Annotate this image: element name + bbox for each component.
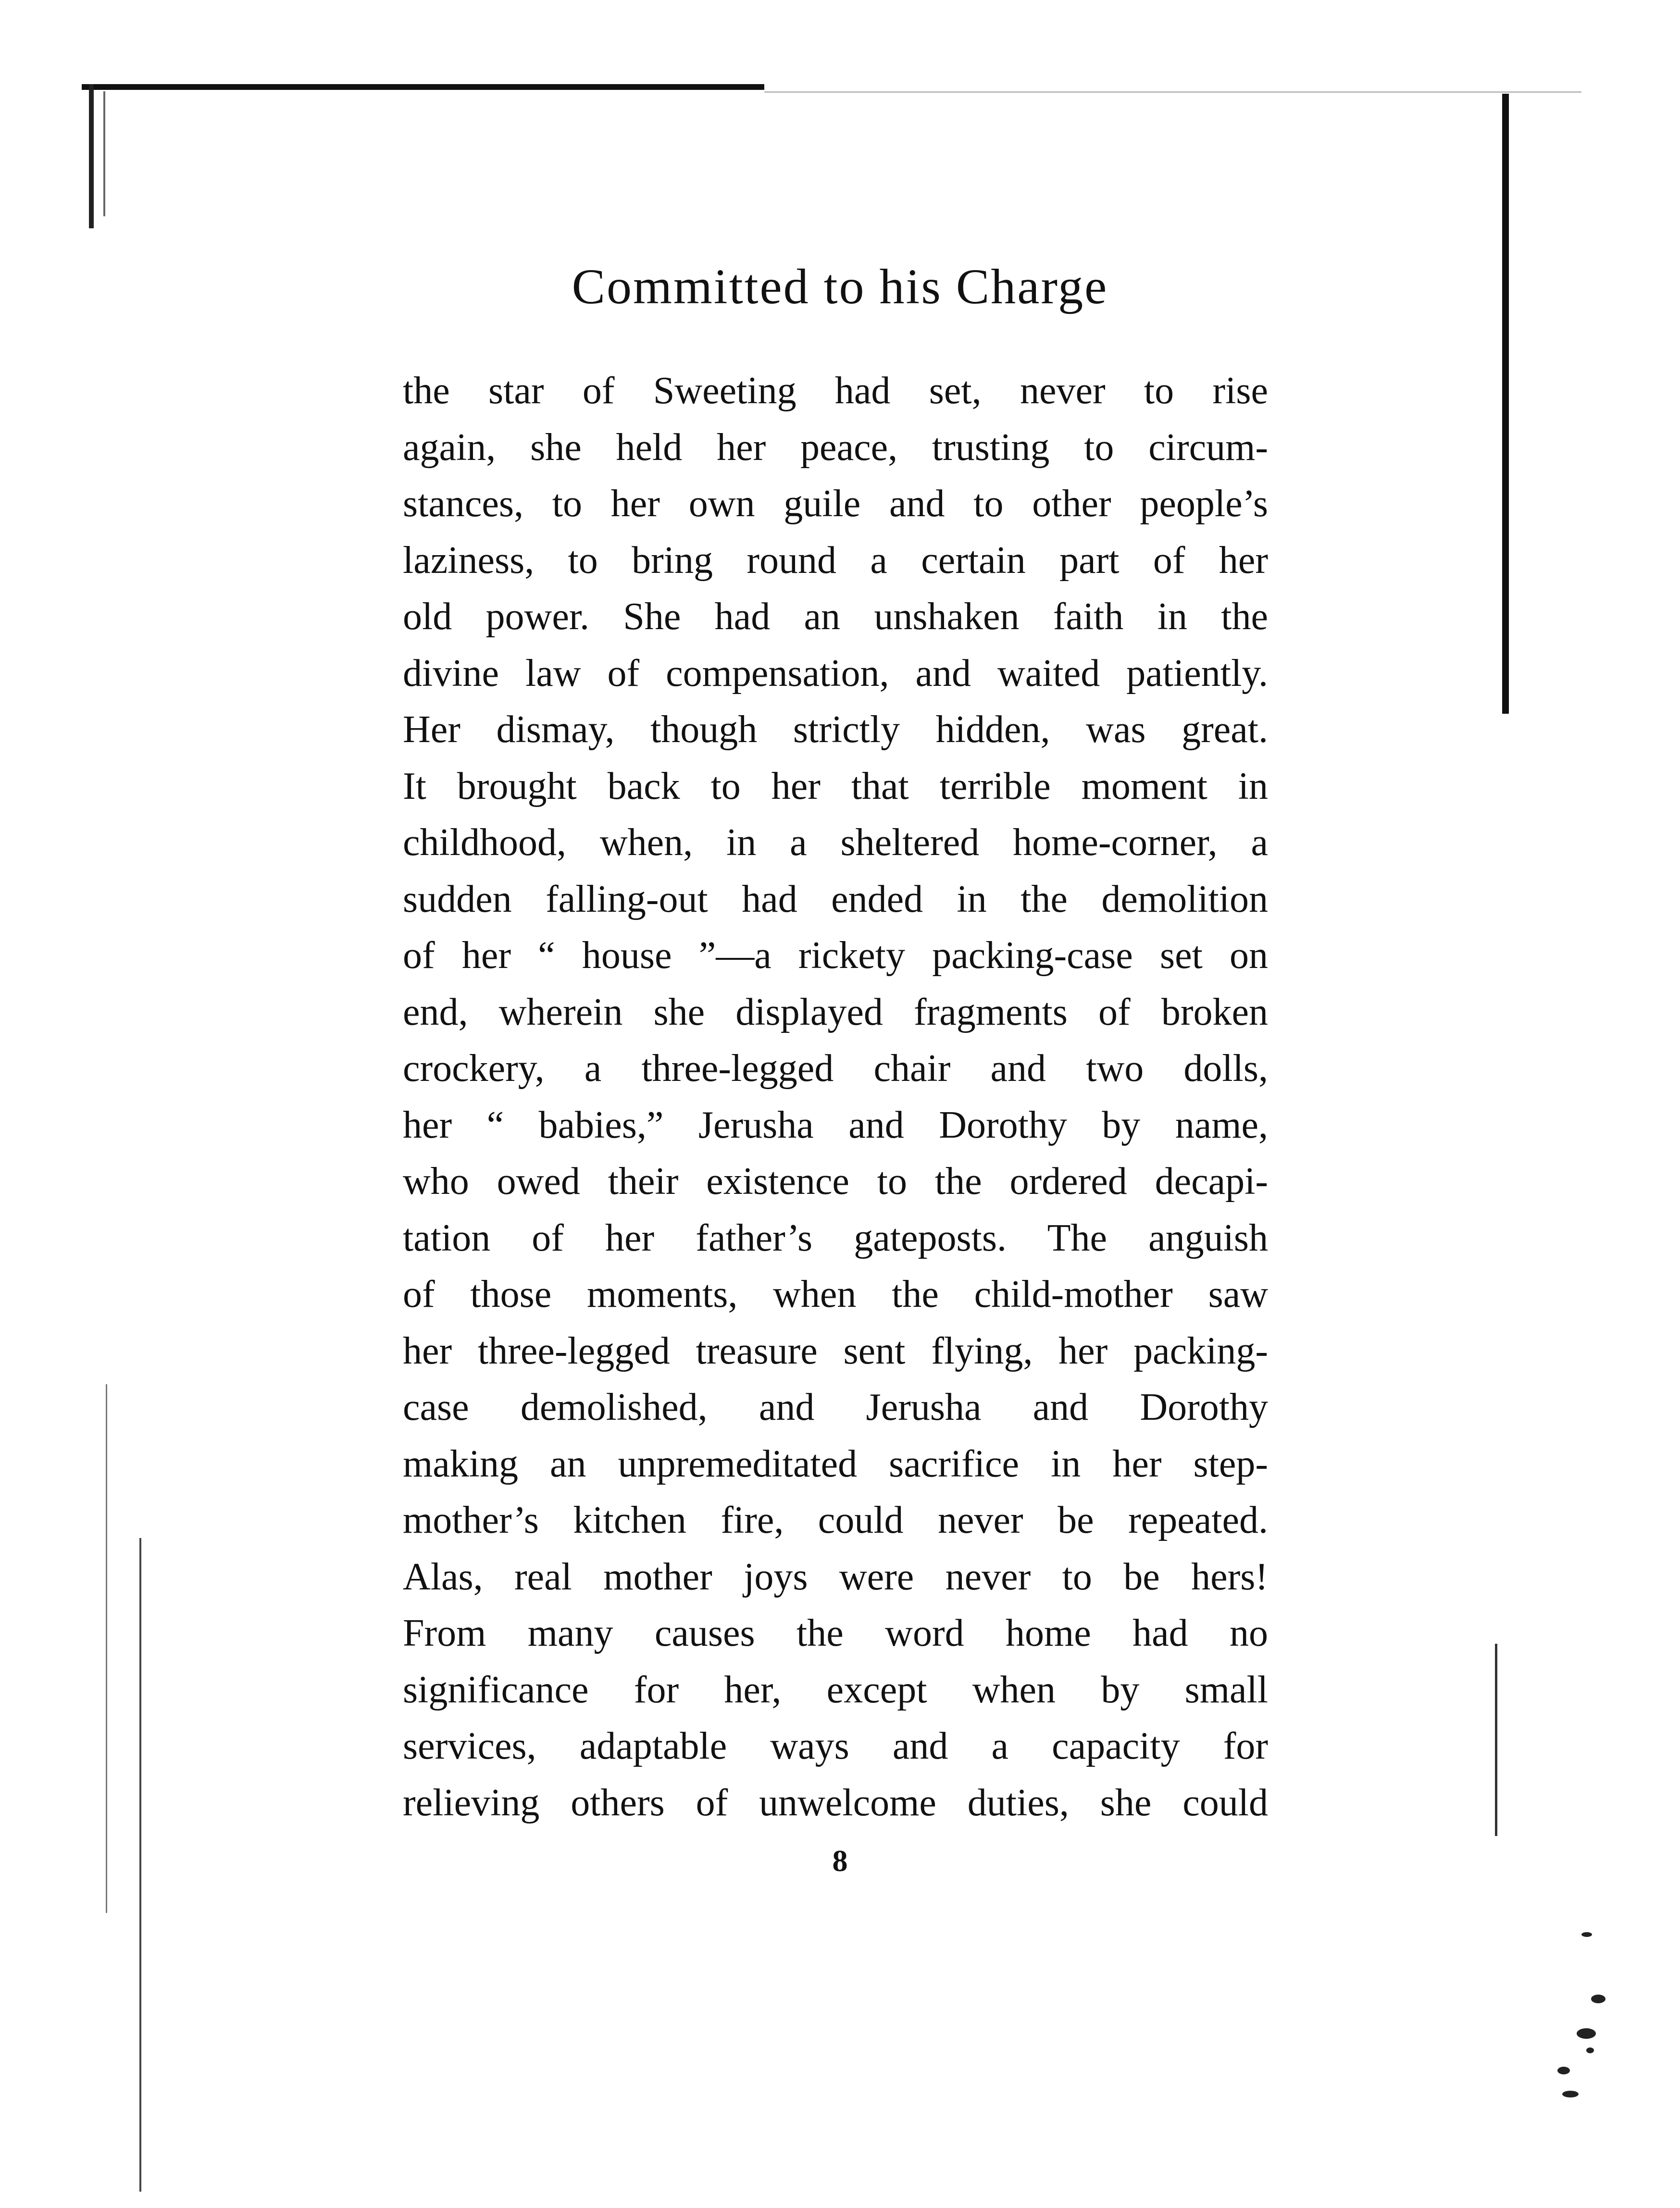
text-line: mother’s kitchen fire, could never be repeated.	[403, 1499, 1268, 1541]
text-line: childhood, when, in a sheltered home-corner, a	[403, 821, 1268, 864]
scan-border-top	[82, 84, 764, 90]
body-text	[403, 363, 1268, 1831]
scan-speck	[1562, 2091, 1579, 2097]
scan-speck	[1591, 1995, 1605, 2003]
scan-speck	[1586, 2047, 1594, 2053]
text-line: of those moments, when the child-mother saw	[403, 1273, 1268, 1315]
text-line: relieving others of unwelcome duties, she could	[403, 1781, 1268, 1824]
scan-speck	[1581, 1932, 1592, 1937]
text-line: crockery, a three-legged chair and two dolls,	[403, 1047, 1268, 1090]
text-line: end, wherein she displayed fragments of broken	[403, 991, 1268, 1033]
scan-speck	[1557, 2067, 1570, 2074]
scan-speck	[1577, 2028, 1596, 2039]
text-line: tation of her father’s gateposts. The anguish	[403, 1216, 1268, 1259]
text-line: of her “ house ”—a rickety packing-case set on	[403, 934, 1268, 977]
scan-border-left-thin	[103, 91, 105, 216]
text-line: divine law of compensation, and waited patiently.	[403, 652, 1268, 695]
text-line: laziness, to bring round a certain part of her	[403, 539, 1268, 582]
text-line: again, she held her peace, trusting to circum-	[403, 426, 1268, 469]
text-line: services, adaptable ways and a capacity for	[403, 1725, 1268, 1767]
text-line: old power. She had an unshaken faith in the	[403, 595, 1268, 638]
running-head: Committed to his Charge	[572, 259, 1108, 314]
text-line: From many causes the word home had no	[403, 1612, 1268, 1654]
text-line: Alas, real mother joys were never to be hers!	[403, 1555, 1268, 1598]
text-line: the star of Sweeting had set, never to rise	[403, 370, 1268, 412]
scan-border-top-faint	[764, 91, 1581, 93]
text-line: who owed their existence to the ordered decapi-	[403, 1160, 1268, 1203]
scan-border-left	[89, 84, 94, 228]
text-line: significance for her, except when by small	[403, 1668, 1268, 1711]
scan-border-right-lower	[1495, 1644, 1497, 1836]
text-line: Her dismay, though strictly hidden, was great.	[403, 708, 1268, 751]
text-line: her “ babies,” Jerusha and Dorothy by name,	[403, 1104, 1268, 1146]
text-line: It brought back to her that terrible moment in	[403, 765, 1268, 807]
page-number: 8	[832, 1844, 848, 1878]
text-line: sudden falling-out had ended in the demolition	[403, 878, 1268, 920]
scan-border-right	[1502, 94, 1509, 714]
text-line: her three-legged treasure sent flying, her packing-	[403, 1329, 1268, 1372]
text-line: case demolished, and Jerusha and Dorothy	[403, 1386, 1268, 1428]
text-line: making an unpremeditated sacrifice in her step-	[403, 1442, 1268, 1485]
scan-border-left-lower-faint	[106, 1384, 107, 1913]
text-line: stances, to her own guile and to other people’s	[403, 483, 1268, 525]
